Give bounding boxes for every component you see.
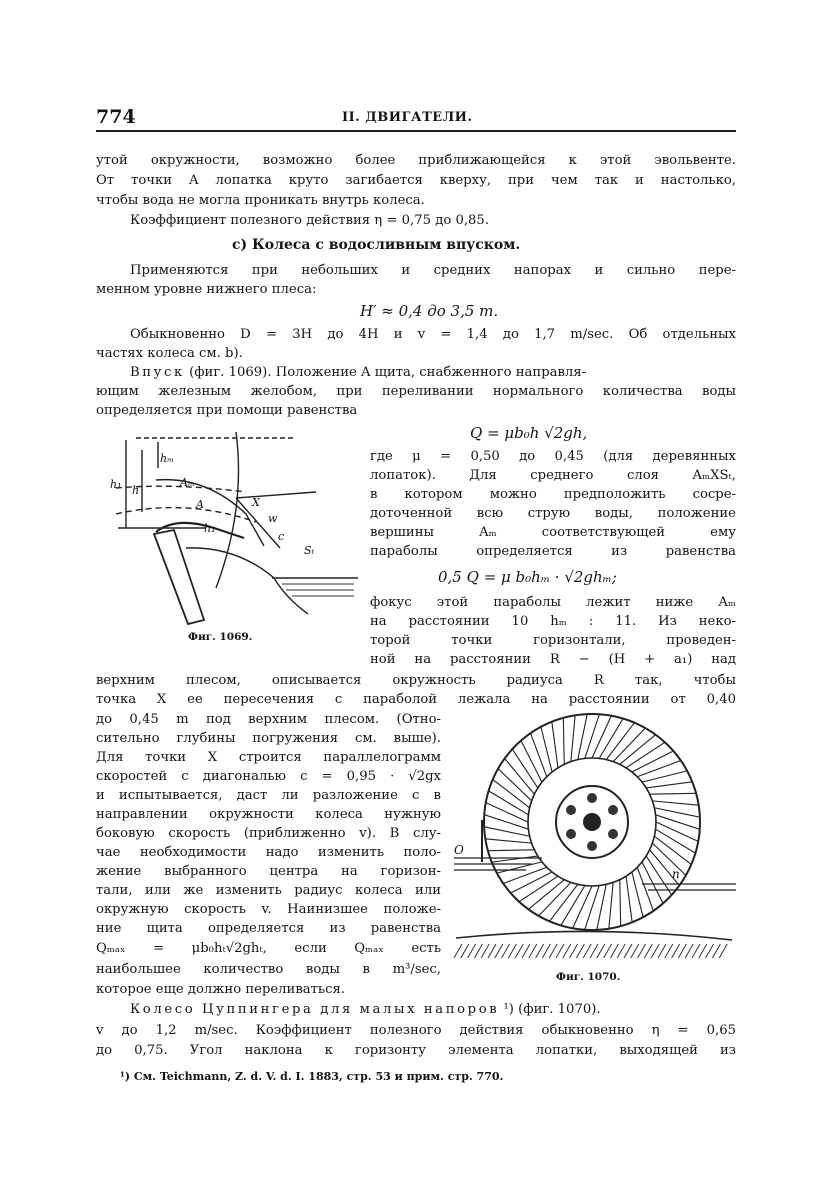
text-line-intake: [130, 364, 586, 382]
ground-hatch-line: [638, 944, 646, 958]
wheel-bucket: [592, 716, 611, 758]
wheel-bucket: [484, 827, 529, 836]
text-line: на расстоянии 10 hₘ : 11. Из неко-: [370, 614, 736, 629]
text-line: торой точки горизонтали, проведен-: [370, 633, 736, 648]
wheel-bucket: [492, 856, 538, 862]
figure-1070: [452, 712, 736, 964]
wheel-bucket: [646, 856, 671, 895]
ground-hatch-line: [604, 944, 612, 958]
wheel-bucket: [632, 751, 673, 772]
text-line: направлении окружности колеса нужную: [96, 807, 441, 822]
fig-label: h₁: [204, 522, 216, 535]
wheel-bucket: [578, 714, 587, 759]
text-line: которое еще должно переливаться.: [96, 982, 346, 997]
text-line-zuppinger: [130, 1001, 601, 1019]
ground-hatch-line: [685, 944, 693, 958]
fig-label: h₁: [110, 478, 122, 491]
wheel-bucket: [585, 714, 599, 758]
text-line: до 0,75. Угол наклона к горизонту элемента лопатки, выходящей из: [96, 1043, 736, 1058]
wheel-bucket: [626, 876, 632, 922]
page-header: [96, 106, 736, 132]
wheel-bucket: [597, 884, 606, 929]
ground-hatch-line: [631, 944, 639, 958]
figure-caption: Фиг. 1070.: [556, 971, 621, 983]
ground-hatch-line: [563, 944, 571, 958]
text-line: в котором можно предположить сосре-: [370, 487, 736, 502]
text-line: точка X ее пересечения с параболой лежала на расстоянии от 0,40: [96, 692, 736, 707]
wheel-bucket: [552, 722, 558, 768]
wheel-bucket: [486, 803, 528, 822]
ground-hatch-line: [712, 944, 720, 958]
text-line: жение выбранного центра на горизон-: [96, 864, 441, 879]
text-line: окружную скорость v. Наинизшее положе-: [96, 902, 441, 917]
formula: 0,5 Q = μ b₀hₘ · √2ghₘ;: [438, 568, 617, 586]
ground-hatch-line: [536, 944, 544, 958]
wheel-bucket: [656, 822, 698, 841]
text-line: утой окружности, возможно более приближающейся к этой эвольвенте.: [96, 153, 736, 168]
figure-caption: Фиг. 1069.: [188, 631, 253, 643]
ground-hatch-line: [658, 944, 666, 958]
wheel-bucket: [620, 880, 621, 926]
page-number: 774: [96, 106, 136, 128]
text-line: частях колеса см. b).: [96, 346, 243, 361]
text-line: параболы определяется из равенства: [370, 544, 736, 559]
ground-hatch-line: [522, 944, 530, 958]
hub-hole: [566, 829, 576, 839]
fig-label: h: [132, 484, 140, 497]
text-line: От точки A лопатка круто загибается кверху, при чем так и настолько,: [96, 173, 736, 188]
formula: Q = μb₀h √2gh,: [470, 424, 588, 442]
text-line: ющим железным желобом, при переливании нормального количества воды: [96, 384, 736, 399]
text-line: боковую скорость (приближенно v). В слу-: [96, 826, 441, 841]
ground-hatch-line: [461, 944, 469, 958]
ground-hatch-line: [644, 944, 652, 958]
wheel-bucket: [485, 839, 531, 843]
fig-label: hₘ: [160, 452, 174, 465]
text-line: Для точки X строится параллелограмм: [96, 750, 441, 765]
wheel-bucket: [488, 850, 534, 851]
ground-hatch-line: [570, 944, 578, 958]
ground-hatch-line: [672, 944, 680, 958]
hub-hole: [587, 793, 597, 803]
ground-hatch-line: [549, 944, 557, 958]
text-line: фокус этой параболы лежит ниже Aₘ: [370, 595, 736, 610]
ground-hatch: [454, 931, 732, 958]
ground-hatch-line: [624, 944, 632, 958]
ground-hatch-line: [719, 944, 727, 958]
tangent-line: [236, 492, 316, 498]
ground-hatch-line: [597, 944, 605, 958]
wheel-bucket: [609, 882, 613, 928]
bucket-curve: [186, 548, 308, 614]
hub-hole: [608, 805, 618, 815]
wheel-bucket: [573, 886, 592, 928]
fig-label: A: [196, 498, 204, 511]
text-line: лопаток). Для среднего слоя AₘXSₜ,: [370, 468, 736, 483]
fig-label: Aₘ: [180, 476, 195, 489]
footnote: ¹) См. Teichmann, Z. d. V. d. I. 1883, стр. 53 и прим. стр. 770.: [120, 1070, 504, 1083]
text-line: менном уровне нижнего плеса:: [96, 282, 317, 297]
text-line: наибольшее количество воды в m³/sec,: [96, 962, 441, 977]
ground-hatch-line: [481, 944, 489, 958]
text-line: ной на расстоянии R − (H + a₁) над: [370, 652, 736, 667]
hub-hole: [608, 829, 618, 839]
fig-label: Sₜ: [304, 544, 315, 557]
ground-hatch-line: [665, 944, 673, 958]
wheel-bucket: [654, 808, 699, 817]
wheel-bucket: [652, 801, 698, 805]
hub-hole: [587, 841, 597, 851]
text-line: Применяются при небольших и средних напорах и сильно пере-: [130, 263, 736, 278]
ground-hatch-line: [706, 944, 714, 958]
ground-hatch-line: [617, 944, 625, 958]
text-line: и испытывается, даст ли разложение c в: [96, 788, 441, 803]
ground-hatch-line: [699, 944, 707, 958]
fig-label: O: [454, 843, 464, 857]
wheel-bucket: [650, 793, 696, 794]
text-line: верхним плесом, описывается окружность радиуса R так, чтобы: [96, 673, 736, 688]
ground-hatch-line: [488, 944, 496, 958]
fig-label: X: [252, 496, 260, 509]
header-rule: [96, 130, 736, 132]
text-line: чае необходимости надо изменить поло-: [96, 845, 441, 860]
ground-hatch-line: [610, 944, 618, 958]
wheel-bucket: [484, 815, 528, 829]
fig-label: n: [672, 867, 680, 881]
wheel-bucket: [646, 782, 692, 788]
ground-hatch-line: [678, 944, 686, 958]
spaced-term: Колесо Цуппингера для малых напоров: [130, 1002, 500, 1017]
fig-label: w: [268, 512, 278, 525]
wheel-bucket: [512, 749, 537, 788]
ground-hatch-line: [508, 944, 516, 958]
text-line: тали, или же изменить радиус колеса или: [96, 883, 441, 898]
wheel-bucket: [571, 715, 575, 761]
ground-hatch-line: [474, 944, 482, 958]
section-heading: c) Колеса с водосливным впуском.: [232, 237, 521, 253]
wheel-bucket: [521, 741, 542, 782]
ground-hatch-line: [502, 944, 510, 958]
wheel-bucket: [563, 718, 564, 764]
wheel-bucket: [519, 876, 558, 901]
fig-label: c: [278, 530, 285, 543]
ground-hatch-line: [692, 944, 700, 958]
ground-hatch-line: [542, 944, 550, 958]
text-line: ние щита определяется из равенства: [96, 921, 441, 936]
text-line: до 0,45 m под верхним плесом. (Отно-: [96, 712, 441, 727]
text-line: доточенной всю струю воды, положение: [370, 506, 736, 521]
text-line: чтобы вода не могла проникать внутрь колеса.: [96, 193, 425, 208]
text-line: v до 1,2 m/sec. Коэффициент полезного действия обыкновенно η = 0,65: [96, 1023, 736, 1038]
wheel-bucket: [585, 886, 599, 930]
formula: H′ ≈ 0,4 до 3,5 m.: [360, 302, 499, 320]
parabola: [156, 480, 264, 546]
wheel-bucket: [656, 815, 700, 829]
ground-hatch-line: [529, 944, 537, 958]
text-run: ¹) (фиг. 1070).: [499, 1002, 601, 1017]
text-line: скоростей с диагональю c = 0,95 · √2gx: [96, 769, 441, 784]
wheel-bucket: [626, 742, 665, 767]
ground-hatch-line: [468, 944, 476, 958]
ground-line: [456, 931, 732, 940]
running-title: II. ДВИГАТЕЛИ.: [342, 110, 473, 125]
wheel-bucket: [642, 862, 663, 903]
spaced-term: Впуск: [130, 365, 185, 380]
ground-hatch-line: [515, 944, 523, 958]
text-line: определяется при помощи равенства: [96, 403, 358, 418]
ground-hatch-line: [651, 944, 659, 958]
hub-hole: [566, 805, 576, 815]
text-line: вершины Aₘ соответствующей ему: [370, 525, 736, 540]
ground-hatch-line: [454, 944, 462, 958]
figure-1069: [96, 428, 358, 640]
ground-hatch-line: [583, 944, 591, 958]
text-line: Обыкновенно D = 3H до 4H и v = 1,4 до 1,7 m/sec. Об отдельных: [130, 327, 736, 342]
ground-hatch-line: [590, 944, 598, 958]
wheel-bucket: [511, 872, 552, 893]
ground-hatch-line: [576, 944, 584, 958]
text-line: где μ = 0,50 до 0,45 (для деревянных: [370, 449, 736, 464]
ground-hatch-line: [495, 944, 503, 958]
ground-hatch-line: [556, 944, 564, 958]
wheel-axle: [583, 813, 601, 831]
text-line: сительно глубины погружения см. выше).: [96, 731, 441, 746]
text-line: Qₘₐₓ = μb₀hₜ√2ghₜ, если Qₘₐₓ есть: [96, 941, 441, 956]
text-run: (фиг. 1069). Положение A щита, снабженного направля-: [184, 365, 587, 380]
text-line: Коэффициент полезного действия η = 0,75 до 0,85.: [130, 213, 490, 228]
sluice-gate: [154, 530, 204, 624]
wheel-rim-arc: [216, 432, 239, 588]
